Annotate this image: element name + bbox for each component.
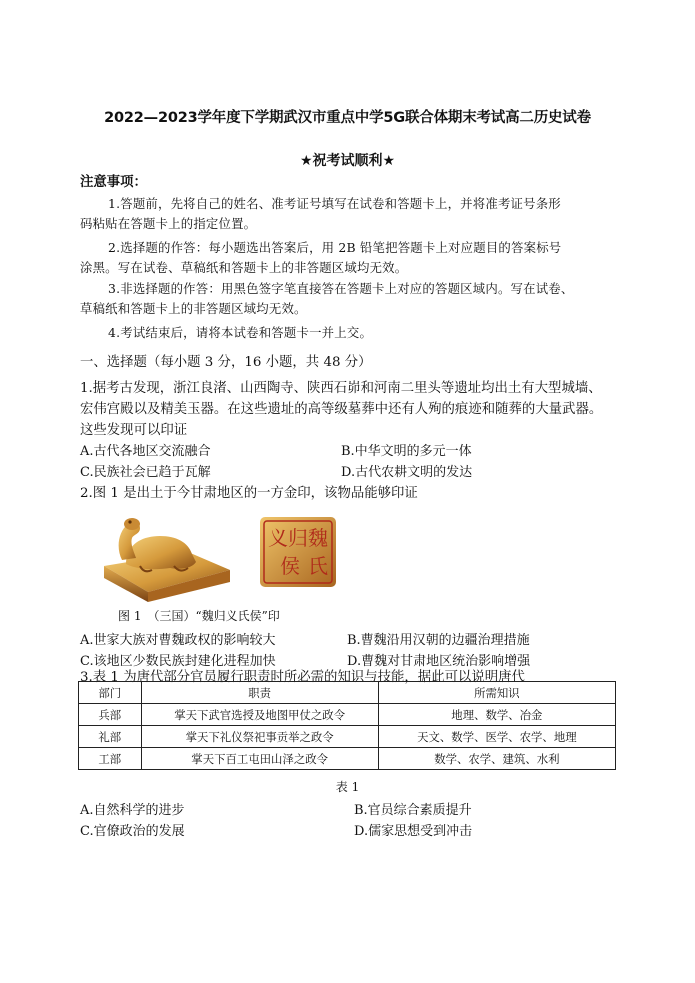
q1-option-c[interactable]: C.民族社会已趋于瓦解 xyxy=(80,465,211,480)
table-cell: 地理、数学、冶金 xyxy=(378,704,615,726)
q3-option-d[interactable]: D.儒家思想受到冲击 xyxy=(354,824,473,839)
table-cell: 掌天下礼仪祭祀事贡举之政令 xyxy=(141,726,378,748)
note-1-line2: 码粘贴在答题卡上的指定位置。 xyxy=(80,216,257,231)
figure-caption: 图 1 （三国）“魏归义氏侯”印 xyxy=(118,609,280,623)
table-cell: 天文、数学、医学、农学、地理 xyxy=(378,726,615,748)
q1-option-a[interactable]: A.古代各地区交流融合 xyxy=(80,444,211,459)
seal-char-yi: 义 xyxy=(268,526,288,550)
table-header-row xyxy=(79,682,616,704)
table-cell: 礼部 xyxy=(79,726,142,748)
table-cell: 兵部 xyxy=(79,704,142,726)
note-2-line2: 涂黑。写在试卷、草稿纸和答题卡上的非答题区域均无效。 xyxy=(80,260,408,275)
q1-option-d[interactable]: D.古代农耕文明的发达 xyxy=(341,465,473,480)
duty-table xyxy=(78,681,616,770)
exam-title: 2022—2023学年度下学期武汉市重点中学5G联合体期末考试高二历史试卷 xyxy=(104,110,591,126)
note-1-line1: 1.答题前，先将自己的姓名、准考证号填写在试卷和答题卡上，并将准考证号条形 xyxy=(108,196,561,211)
q1-stem-line2: 宏伟宫殿以及精美玉器。在这些遗址的高等级墓葬中还有人殉的痕迹和随葬的大量武器。 xyxy=(80,402,603,417)
section-heading: 一、选择题（每小题 3 分，16 小题，共 48 分） xyxy=(80,355,372,370)
table-header-cell: 所需知识 xyxy=(378,682,615,704)
q2-option-b[interactable]: B.曹魏沿用汉朝的边疆治理措施 xyxy=(347,633,530,648)
table-row xyxy=(79,704,616,726)
table-header-cell: 职责 xyxy=(141,682,378,704)
q1-stem-line3: 这些发现可以印证 xyxy=(80,423,188,438)
seal-char-gui: 归 xyxy=(288,526,308,550)
table-cell: 数学、农学、建筑、水利 xyxy=(378,748,615,770)
table-caption: 表 1 xyxy=(335,780,360,794)
q1-stem-line1: 1.据考古发现，浙江良渚、山西陶寺、陕西石峁和河南二里头等遗址均出土有大型城墙、 xyxy=(80,381,602,396)
note-3-line2: 草稿纸和答题卡上的非答题区域均无效。 xyxy=(80,301,307,316)
seal-char-shi: 氏 xyxy=(308,554,328,578)
q3-option-a[interactable]: A.自然科学的进步 xyxy=(80,803,185,818)
table-row xyxy=(79,748,616,770)
q2-stem: 2.图 1 是出土于今甘肃地区的一方金印，该物品能够印证 xyxy=(80,486,418,501)
seal-impression-image xyxy=(258,515,338,589)
q1-option-b[interactable]: B.中华文明的多元一体 xyxy=(341,444,472,459)
notes-heading: 注意事项： xyxy=(80,175,147,190)
note-4-line1: 4.考试结束后，请将本试卷和答题卡一并上交。 xyxy=(108,325,373,340)
q3-option-c[interactable]: C.官僚政治的发展 xyxy=(80,824,185,839)
wish-line: ★祝考试顺利★ xyxy=(299,153,396,169)
table-cell: 掌天下百工屯田山泽之政令 xyxy=(141,748,378,770)
table-cell: 工部 xyxy=(79,748,142,770)
seal-char-wei: 魏 xyxy=(308,526,328,550)
note-2-line1: 2.选择题的作答：每小题选出答案后，用 2B 铅笔把答题卡上对应题目的答案标号 xyxy=(108,240,562,255)
table-row xyxy=(79,726,616,748)
seal-char-hou: 侯 xyxy=(280,554,300,578)
q2-option-c[interactable]: C.该地区少数民族封建化进程加快 xyxy=(80,654,276,669)
q2-option-a[interactable]: A.世家大族对曹魏政权的影响较大 xyxy=(80,633,276,648)
table-cell: 掌天下武官选授及地图甲仗之政令 xyxy=(141,704,378,726)
note-3-line1: 3.非选择题的作答：用黑色签字笔直接答在答题卡上对应的答题区域内。写在试卷、 xyxy=(108,281,574,296)
q3-stem: 3.表 1 为唐代部分官员履行职责时所必需的知识与技能，据此可以说明唐代 xyxy=(80,670,525,685)
gold-seal-knob-image xyxy=(96,508,236,604)
table-header-cell: 部门 xyxy=(79,682,142,704)
q2-option-d[interactable]: D.曹魏对甘肃地区统治影响增强 xyxy=(347,654,531,669)
q3-option-b[interactable]: B.官员综合素质提升 xyxy=(354,803,472,818)
